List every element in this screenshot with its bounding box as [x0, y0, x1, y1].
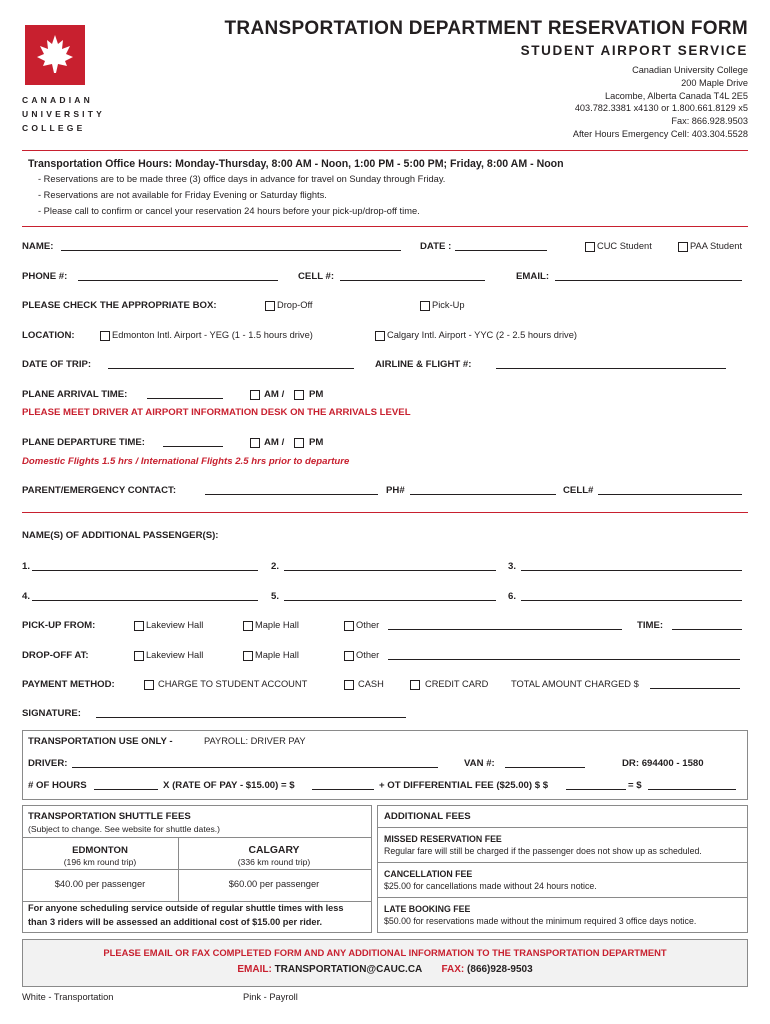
departure-notice: Domestic Flights 1.5 hrs / International Flights 2.5 hrs prior to departure [22, 456, 350, 467]
passenger-4-label: 4. [22, 591, 31, 602]
divider [22, 837, 371, 838]
credit-card-label: CREDIT CARD [425, 679, 489, 689]
dropoff-lakeview-checkbox[interactable] [134, 651, 144, 661]
phone-label: PHONE #: [22, 271, 68, 282]
passenger-2-label: 2. [271, 561, 280, 572]
total-equals-field[interactable] [648, 789, 736, 790]
parent-phone-label: PH# [386, 485, 405, 496]
dropoff-other-label: Other [356, 650, 380, 660]
outside-schedule-note-2: than 3 riders will be assessed an additional cost of $15.00 per rider. [28, 917, 323, 927]
dropoff-other-checkbox[interactable] [344, 651, 354, 661]
submission-notice: PLEASE EMAIL OR FAX COMPLETED FORM AND ANY ADDITIONAL INFORMATION TO THE TRANSPORTATION DEPARTMENT [103, 947, 667, 958]
pickup-checkbox[interactable] [420, 301, 430, 311]
shuttle-fees-note: (Subject to change. See website for shuttle dates.) [28, 824, 221, 834]
dropoff-label: Drop-Off [277, 300, 313, 310]
missed-fee-text: Regular fare will still be charged if the passenger does not show up as scheduled. [384, 846, 702, 856]
phone-field[interactable] [78, 280, 278, 281]
dropoff-at-label: DROP-OFF AT: [22, 650, 89, 661]
van-field[interactable] [505, 767, 585, 768]
pickup-from-label: PICK-UP FROM: [22, 620, 96, 631]
email-contact-label: EMAIL: [237, 964, 272, 975]
divider [377, 862, 747, 863]
college-logo-text: CANADIAN UNIVERSITY COLLEGE [22, 95, 106, 133]
hours-field[interactable] [94, 789, 158, 790]
arrival-time-field[interactable] [147, 398, 223, 399]
divider [377, 827, 747, 828]
cuc-student-label: CUC Student [597, 241, 652, 251]
form-subtitle: STUDENT AIRPORT SERVICE [520, 43, 748, 58]
pickup-time-field[interactable] [672, 629, 742, 630]
passenger-5-label: 5. [271, 591, 280, 602]
departure-am-label: AM / [264, 437, 285, 448]
driver-field[interactable] [72, 767, 438, 768]
paa-student-label: PAA Student [690, 241, 743, 251]
pink-copy-label: Pink - Payroll [243, 992, 298, 1002]
dropoff-maple-checkbox[interactable] [243, 651, 253, 661]
note-advance: - Reservations are to be made three (3) office days in advance for travel on Sunday through Friday. [38, 174, 446, 184]
passenger-4-field[interactable] [32, 600, 258, 601]
arrival-pm-checkbox[interactable] [294, 390, 304, 400]
date-of-trip-field[interactable] [108, 368, 354, 369]
shuttle-fees-title: TRANSPORTATION SHUTTLE FEES [28, 811, 191, 822]
email-label: EMAIL: [516, 271, 550, 282]
missed-fee-heading: MISSED RESERVATION FEE [384, 834, 502, 844]
fax-contact: (866)928-9503 [467, 964, 533, 975]
charge-account-label: CHARGE TO STUDENT ACCOUNT [158, 679, 308, 689]
cell-field[interactable] [340, 280, 485, 281]
parent-contact-field[interactable] [205, 494, 378, 495]
divider [22, 869, 371, 870]
passenger-5-field[interactable] [284, 600, 496, 601]
credit-card-checkbox[interactable] [410, 680, 420, 690]
divider [22, 226, 748, 227]
parent-cell-label: CELL# [563, 485, 594, 496]
cancellation-fee-heading: CANCELLATION FEE [384, 869, 473, 879]
driver-label: DRIVER: [28, 758, 68, 769]
date-label: DATE : [420, 241, 452, 252]
cell-label: CELL #: [298, 271, 335, 282]
cancellation-fee-text: $25.00 for cancellations made without 24 hours notice. [384, 881, 597, 891]
passenger-3-label: 3. [508, 561, 517, 572]
passenger-6-label: 6. [508, 591, 517, 602]
contact-line [22, 964, 748, 975]
paa-student-checkbox[interactable] [678, 242, 688, 252]
passenger-2-field[interactable] [284, 570, 496, 571]
pickup-other-label: Other [356, 620, 380, 630]
college-address: Canadian University College 200 Maple Drive Lacombe, Alberta Canada T4L 2E5 403.782.3381 x4130 or 1.800.661.8129 x5 Fax: 866.928.9503 After Hours Emergency Cell: 403.304.5528 [572, 65, 748, 139]
dr-code: DR: 694400 - 1580 [622, 758, 704, 769]
pickup-lakeview-checkbox[interactable] [134, 621, 144, 631]
ot-fee-field[interactable] [566, 789, 626, 790]
airline-field[interactable] [496, 368, 726, 369]
departure-time-field[interactable] [163, 446, 223, 447]
edmonton-fee-heading: EDMONTON [72, 845, 128, 856]
passenger-3-field[interactable] [521, 570, 742, 571]
divider [22, 150, 748, 151]
divider [22, 901, 371, 902]
late-booking-text: $50.00 for reservations made without the minimum required 3 office days notice. [384, 916, 697, 926]
location-label: LOCATION: [22, 330, 75, 341]
date-field[interactable] [455, 250, 547, 251]
cuc-student-checkbox[interactable] [585, 242, 595, 252]
total-charged-field[interactable] [650, 688, 740, 689]
edmonton-airport-label: Edmonton Intl. Airport - YEG (1 - 1.5 hours drive) [112, 330, 313, 340]
pickup-maple-label: Maple Hall [255, 620, 299, 630]
rate-label: X (RATE OF PAY - $15.00) = $ [163, 780, 295, 791]
parent-cell-field[interactable] [598, 494, 742, 495]
total-charged-label: TOTAL AMOUNT CHARGED $ [511, 679, 639, 689]
pickup-time-label: TIME: [637, 620, 664, 631]
email-contact[interactable]: TRANSPORTATION@CAUC.CA [274, 964, 422, 975]
departure-am-checkbox[interactable] [250, 438, 260, 448]
maple-leaf-icon [25, 25, 85, 85]
white-copy-label: White - Transportation [22, 992, 114, 1002]
name-field[interactable] [61, 250, 401, 251]
arrival-am-label: AM / [264, 389, 285, 400]
check-label: PLEASE CHECK THE APPROPRIATE BOX: [22, 300, 217, 311]
ot-fee-label: + OT DIFFERENTIAL FEE ($25.00) $ $ [379, 780, 549, 791]
calgary-airport-label: Calgary Intl. Airport - YYC (2 - 2.5 hours drive) [387, 330, 577, 340]
date-of-trip-label: DATE OF TRIP: [22, 359, 92, 370]
name-label: NAME: [22, 241, 54, 252]
pickup-other-checkbox[interactable] [344, 621, 354, 631]
departure-pm-checkbox[interactable] [294, 438, 304, 448]
meet-driver-notice: PLEASE MEET DRIVER AT AIRPORT INFORMATION DESK ON THE ARRIVALS LEVEL [22, 407, 411, 418]
pickup-lakeview-label: Lakeview Hall [146, 620, 204, 630]
pickup-other-field[interactable] [388, 629, 622, 630]
edmonton-fee: $40.00 per passenger [54, 879, 146, 889]
charge-account-checkbox[interactable] [144, 680, 154, 690]
dropoff-checkbox[interactable] [265, 301, 275, 311]
dropoff-maple-label: Maple Hall [255, 650, 299, 660]
hours-label: # OF HOURS [28, 780, 87, 791]
pickup-label: Pick-Up [432, 300, 465, 310]
passenger-6-field[interactable] [521, 600, 742, 601]
total-equals-label: = $ [628, 780, 642, 791]
edmonton-airport-checkbox[interactable] [100, 331, 110, 341]
fax-contact-label: FAX: [441, 964, 465, 975]
signature-field[interactable] [96, 717, 406, 718]
van-label: VAN #: [464, 758, 495, 769]
airline-label: AIRLINE & FLIGHT #: [375, 359, 472, 370]
parent-contact-label: PARENT/EMERGENCY CONTACT: [22, 485, 177, 496]
payment-method-label: PAYMENT METHOD: [22, 679, 115, 690]
dropoff-lakeview-label: Lakeview Hall [146, 650, 204, 660]
payroll-label: PAYROLL: DRIVER PAY [204, 736, 306, 746]
signature-label: SIGNATURE: [22, 708, 81, 719]
additional-passengers-label: NAME(S) OF ADDITIONAL PASSENGER(S): [22, 530, 219, 541]
calgary-fee: $60.00 per passenger [228, 879, 320, 889]
email-field[interactable] [555, 280, 742, 281]
dropoff-other-field[interactable] [388, 659, 740, 660]
divider [377, 897, 747, 898]
note-confirm: - Please call to confirm or cancel your reservation 24 hours before your pick-up/drop-off time. [38, 206, 420, 216]
outside-schedule-note-1: For anyone scheduling service outside of regular shuttle times with less [28, 903, 344, 913]
late-booking-heading: LATE BOOKING FEE [384, 904, 471, 914]
departure-time-label: PLANE DEPARTURE TIME: [22, 437, 145, 448]
passenger-1-field[interactable] [32, 570, 258, 571]
pickup-maple-checkbox[interactable] [243, 621, 253, 631]
edmonton-distance: (196 km round trip) [63, 857, 137, 867]
cash-label: CASH [358, 679, 384, 689]
note-not-available: - Reservations are not available for Friday Evening or Saturday flights. [38, 190, 327, 200]
passenger-1-label: 1. [22, 561, 31, 572]
parent-phone-field[interactable] [410, 494, 556, 495]
arrival-time-label: PLANE ARRIVAL TIME: [22, 389, 128, 400]
form-title: TRANSPORTATION DEPARTMENT RESERVATION FORM [224, 18, 748, 39]
arrival-am-checkbox[interactable] [250, 390, 260, 400]
rate-field[interactable] [312, 789, 374, 790]
use-only-title: TRANSPORTATION USE ONLY - [28, 736, 173, 747]
departure-pm-label: PM [309, 437, 324, 448]
cash-checkbox[interactable] [344, 680, 354, 690]
calgary-distance: (336 km round trip) [237, 857, 311, 867]
divider [22, 512, 748, 513]
college-logo [25, 25, 85, 85]
office-hours: Transportation Office Hours: Monday-Thursday, 8:00 AM - Noon, 1:00 PM - 5:00 PM; Friday, 8:00 AM - Noon [28, 158, 564, 170]
calgary-airport-checkbox[interactable] [375, 331, 385, 341]
arrival-pm-label: PM [309, 389, 324, 400]
additional-fees-title: ADDITIONAL FEES [384, 811, 471, 822]
calgary-fee-heading: CALGARY [248, 845, 300, 856]
